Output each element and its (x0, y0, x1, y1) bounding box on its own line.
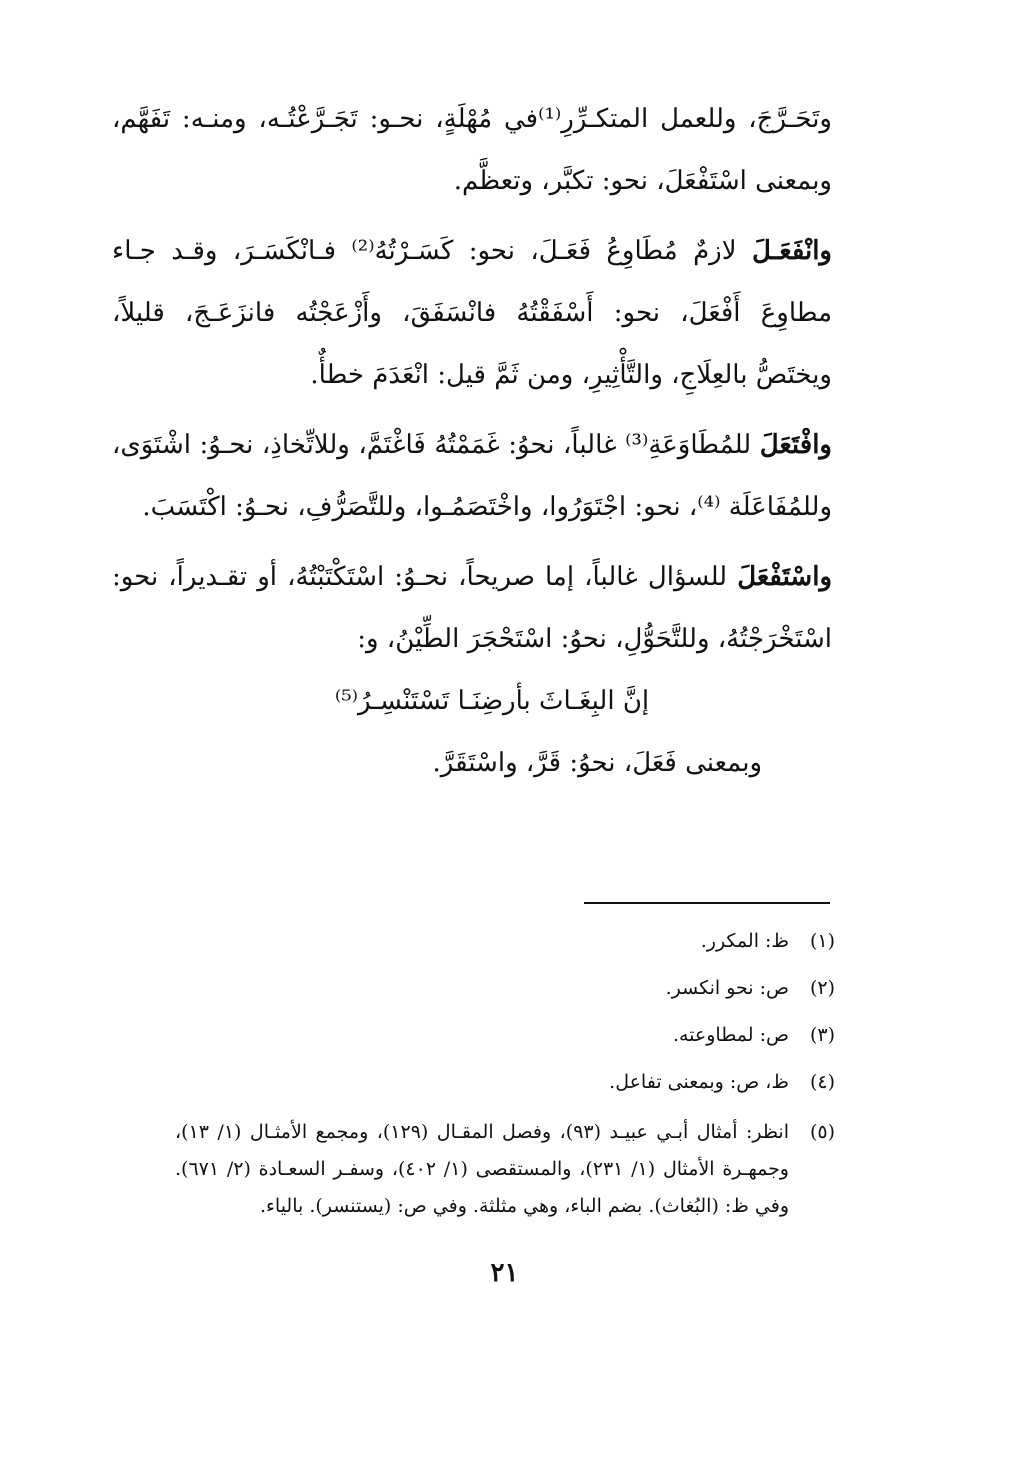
paragraph-lead: وانْفَعَـلَ (751, 236, 832, 266)
paragraph-text: لازمٌ مُطَاوِعُ فَعَـلَ، نحو: كَسَـرْتُهُ⁽²⁾ فـانْكَسَـرَ، وقـد جـاء مطاوِعَ أَفْعَلَ، نحو: أَسْفَقْتُهُ فانْسَفَقَ، وأَزْعَجْتُه فانزَعَـجَ، قليلاً، ويختَصُّ بالعِلَاجِ، والتَّأْثِيرِ، ومن ثَمَّ قيل: انْعَدَمَ خطأٌ. (112, 236, 832, 390)
paragraph-2 (112, 220, 832, 406)
footnote-text: انظر: أمثال أبـي عبيـد (٩٣)، وفصل المقـال (١٢٩)، ومجمع الأمثـال (١/ ١٣)، وجمهـرة الأمثال (١/ ٢٣١)، والمستقصى (١/ ٤٠٢)، وسفـر السعـادة (٢/ ٦٧١). وفي ظ: (البُغاث). بضم الباء، وهي مثلثة. وفي ص: (يستنسر). بالياء. (175, 1121, 789, 1217)
paragraph-4 (112, 546, 832, 670)
paragraph-text: للمُطَاوَعَةِ⁽³⁾ غالباً، نحوُ: غَمَمْتُهُ فَاغْتَمَّ، وللاتِّخاذِ، نحـوُ: اشْتَوَى، وللمُفَاعَلَة ⁽⁴⁾، نحو: اجْتَوَرُوا، واخْتَصَمُـوا، وللتَّصَرُّفِ، نحـوُ: اكْتَسَبَ. (112, 430, 832, 522)
paragraph-text: للسؤال غالباً، إما صريحاً، نحـوُ: اسْتَكْتَبْتُهُ، أو تقـديراً، نحو: اسْتَخْرَجْتُهُ، وللتَّحَوُّلِ، نحوُ: اسْتَحْجَرَ الطِّيْنُ، و: (112, 562, 832, 654)
paragraph-3 (112, 414, 832, 538)
paragraph-lead: وافْتَعَلَ (759, 430, 832, 460)
footnote-number: (٢) (809, 977, 835, 999)
page-number: ٢١ (490, 1258, 519, 1288)
footnotes (175, 926, 835, 1241)
footnote-text: ظ: المكرر. (700, 930, 789, 952)
footnote-number: (٥) (809, 1121, 835, 1143)
closing-line: وبمعنى فَعَلَ، نحوُ: قَرَّ، واسْتَقَرَّ. (432, 748, 762, 778)
footnote-text: ص: نحو انكسر. (665, 977, 789, 999)
footnote-text: ص: لمطاوعته. (672, 1024, 789, 1046)
footnote-4 (175, 1067, 835, 1098)
main-text (112, 88, 832, 794)
footnote-2 (175, 973, 835, 1004)
footnote-5 (175, 1114, 835, 1225)
footnote-number: (٣) (809, 1024, 835, 1046)
paragraph-1 (112, 88, 832, 212)
footnote-3 (175, 1020, 835, 1051)
paragraph-lead: واسْتَفْعَلَ (737, 562, 832, 592)
paragraph-text: وتَحَـرَّجَ، وللعمل المتكـرِّرِ⁽¹⁾في مُهْلَةٍ، نحـو: تَجَـرَّعْتُـه، ومنـه: تَفَهَّم، وبمعنى اسْتَفْعَلَ، نحو: تكبَّر، وتعظَّم. (112, 104, 832, 196)
footnote-number: (١) (809, 930, 835, 952)
footnote-separator (584, 902, 830, 904)
footnote-number: (٤) (809, 1071, 835, 1093)
footnote-text: ظ، ص: وبمعنى تفاعل. (609, 1071, 789, 1093)
poetry-verse: إنَّ البِغَـاثَ بأرضِنَـا تَسْتَنْسِـرُ⁽⁵⁾ (334, 686, 650, 716)
footnote-1 (175, 926, 835, 957)
